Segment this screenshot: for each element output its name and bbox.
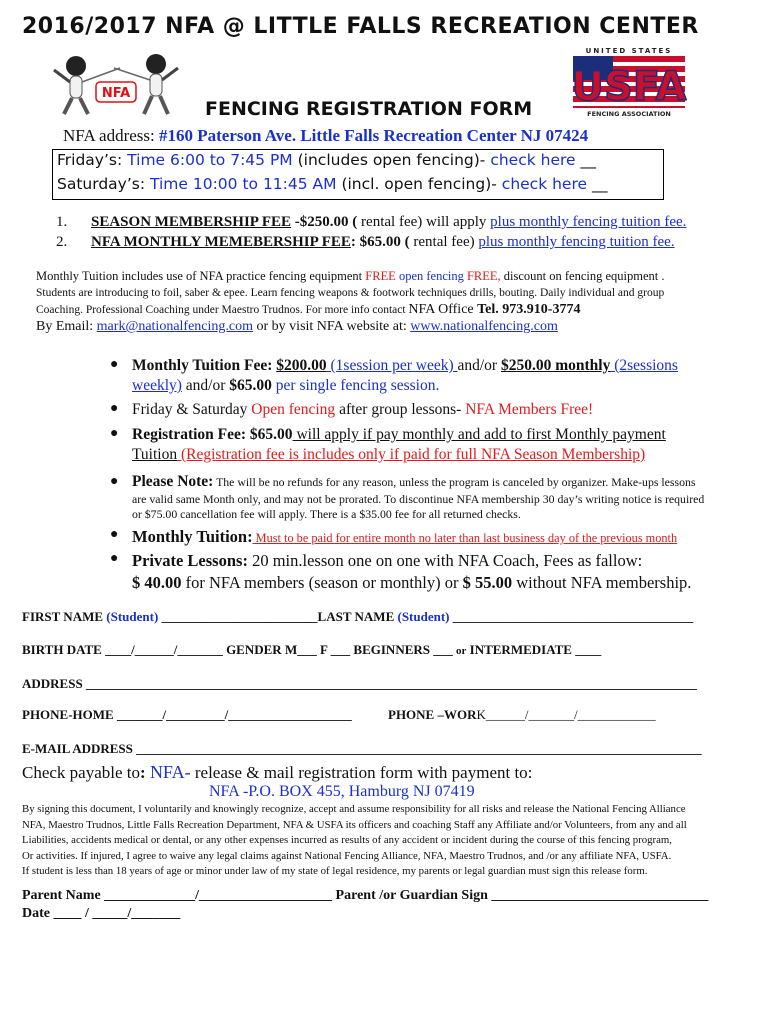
fee-link[interactable]: plus monthly fencing tuition fee. <box>478 234 675 250</box>
usfa-logo-bottom: FENCING ASSOCIATION <box>587 110 671 118</box>
bullet-dot-icon: ● <box>110 474 119 489</box>
bullet-dot-icon: ● <box>110 551 119 566</box>
page-title: 2016/2017 NFA @ LITTLE FALLS RECREATION CENTER <box>22 14 699 39</box>
fee-link[interactable]: plus monthly fencing tuition fee. <box>490 214 687 230</box>
bullet-please-note-2: are valid same Month only, and may not be prorated. To discontinue NFA membership 30 day’s writing notice is required <box>132 492 705 506</box>
usfa-logo-mid: USFA <box>571 64 687 110</box>
phone-work-field[interactable]: PHONE –WORK______/_______/____________ <box>388 707 656 722</box>
legal-line: NFA, Maestro Trudnos, Little Falls Recreation Department, NFA & USFA its officers and coaching Staff any Affiliate and/or Volunteers, from any and all <box>22 818 687 831</box>
email-field[interactable]: E-MAIL ADDRESS _______________________________________________________________________________________ <box>22 741 702 756</box>
info-line-2: Students are introducing to foil, saber & epee. Learn fencing weapons & footwork techniques drills, bouting. Daily individual and group <box>36 287 665 299</box>
friday-check-here[interactable]: check here <box>490 151 576 169</box>
info-line-4: By Email: mark@nationalfencing.com or by visit NFA website at: www.nationalfencing.com <box>36 319 558 334</box>
usfa-logo <box>571 45 687 119</box>
bullet-dot-icon: ● <box>110 357 119 372</box>
fee-item-season: 1. <box>56 214 68 230</box>
bullet-tuition-cont: weekly) and/or $65.00 per single fencing session. <box>132 377 440 394</box>
saturday-check-here[interactable]: check here <box>501 175 588 193</box>
fee-item-season-text: SEASON MEMBERSHIP FEE -$250.00 ( rental fee) will apply plus monthly fencing tuition fee. <box>91 214 687 230</box>
bullet-open-fencing: ● Friday & Saturday Open fencing after group lessons- NFA Members Free! <box>110 401 594 418</box>
info-line-1: Monthly Tuition includes use of NFA practice fencing equipment FREE open fencing FREE, discount on fencing equipment . <box>36 269 665 283</box>
bullet-registration: ● Registration Fee: $65.00 will apply if pay monthly and add to first Monthly payment <box>110 426 666 443</box>
name-fields[interactable]: FIRST NAME (Student) ________________________LAST NAME (Student) _____________________________________ <box>22 609 694 624</box>
bullet-dot-icon: ● <box>110 401 119 416</box>
legal-line: If student is less than 18 years of age or minor under law of my state of legal residence, my parents or legal guardian must sign this release form. <box>22 865 648 877</box>
bullet-private-lessons: ● Private Lessons: 20 min.lesson one on one with NFA Coach, Fees as fallow: <box>110 551 643 570</box>
birth-gender-level-fields[interactable]: BIRTH DATE ____/______/_______ GENDER M___ F ___ BEGINNERS ___ or INTERMEDIATE ____ <box>22 642 602 657</box>
saturday-schedule: Saturday’s: Time 10:00 to 11:45 AM (incl. open fencing)- check here __ <box>57 175 608 193</box>
usfa-logo-top: UNITED STATES <box>585 47 673 55</box>
bullet-monthly-tuition: ● Monthly Tuition: Must to be paid for entire month no later than last business day of the previous month <box>110 527 678 546</box>
website-link[interactable]: www.nationalfencing.com <box>410 319 558 334</box>
nfa-logo-text: NFA <box>101 86 131 101</box>
bullet-registration-cont: Tuition (Registration fee is includes only if paid for full NFA Season Membership) <box>132 446 646 463</box>
bullet-dot-icon: ● <box>110 527 119 542</box>
nfa-fencers-logo <box>48 46 184 118</box>
mailing-address: NFA -P.O. BOX 455, Hamburg NJ 07419 <box>209 783 475 800</box>
payment-instructions: Check payable to: NFA- release & mail registration form with payment to: <box>22 762 533 782</box>
friday-schedule: Friday’s: Time 6:00 to 7:45 PM (includes open fencing)- check here __ <box>57 151 596 169</box>
nfa-address: NFA address: #160 Paterson Ave. Little Falls Recreation Center NJ 07424 <box>63 126 589 145</box>
bullet-private-lessons-cont: $ 40.00 for NFA members (season or monthly) or $ 55.00 without NFA membership. <box>132 573 692 592</box>
bullet-dot-icon: ● <box>110 426 119 441</box>
email-link[interactable]: mark@nationalfencing.com <box>96 319 254 334</box>
form-title: FENCING REGISTRATION FORM <box>205 98 533 120</box>
bullet-please-note-3: or $75.00 cancellation fee will apply. There is a $35.00 fee for all returned checks. <box>132 507 521 521</box>
bullet-tuition: ● Monthly Tuition Fee: $200.00 (1session per week) and/or $250.00 monthly (2sessions <box>110 357 678 374</box>
info-line-3: Coaching. Professional Coaching under Maestro Trudnos. For more info contact NFA Office Tel. 973.910-3774 <box>36 302 581 317</box>
fee-item-monthly-text: NFA MONTHLY MEMEBERSHIP FEE: $65.00 ( rental fee) plus monthly fencing tuition fee. <box>91 234 675 250</box>
legal-line: By signing this document, I voluntarily and knowingly recognize, accept and assume responsibility for all risks and release the National Fencing Alliance <box>22 803 686 815</box>
date-field[interactable]: Date ____ / _____/_______ <box>22 906 181 921</box>
legal-line: Or activities. If injured, I agree to waive any legal claims against National Fencing Alliance, NFA, Maestro Trudnos, and /or any affiliate NFA, USFA. <box>22 849 672 862</box>
bullet-please-note: ● Please Note: The will be no refunds for any reason, unless the program is canceled by organizer. Make-ups lessons <box>110 473 696 490</box>
address-field[interactable]: ADDRESS ______________________________________________________________________________________________ <box>22 676 697 691</box>
phone-home-field[interactable]: PHONE-HOME _______/_________/___________________ <box>22 707 352 722</box>
legal-line: Liabilities, accidents medical or dental, or any other expenses incurred as results of any accident or incident during the course of this fencing program, <box>22 834 672 846</box>
fee-item-monthly: 2. <box>56 234 68 250</box>
schedule-box <box>52 149 664 200</box>
parent-signature-field[interactable]: Parent Name _____________/___________________ Parent /or Guardian Sign _______________________________ <box>22 888 709 903</box>
